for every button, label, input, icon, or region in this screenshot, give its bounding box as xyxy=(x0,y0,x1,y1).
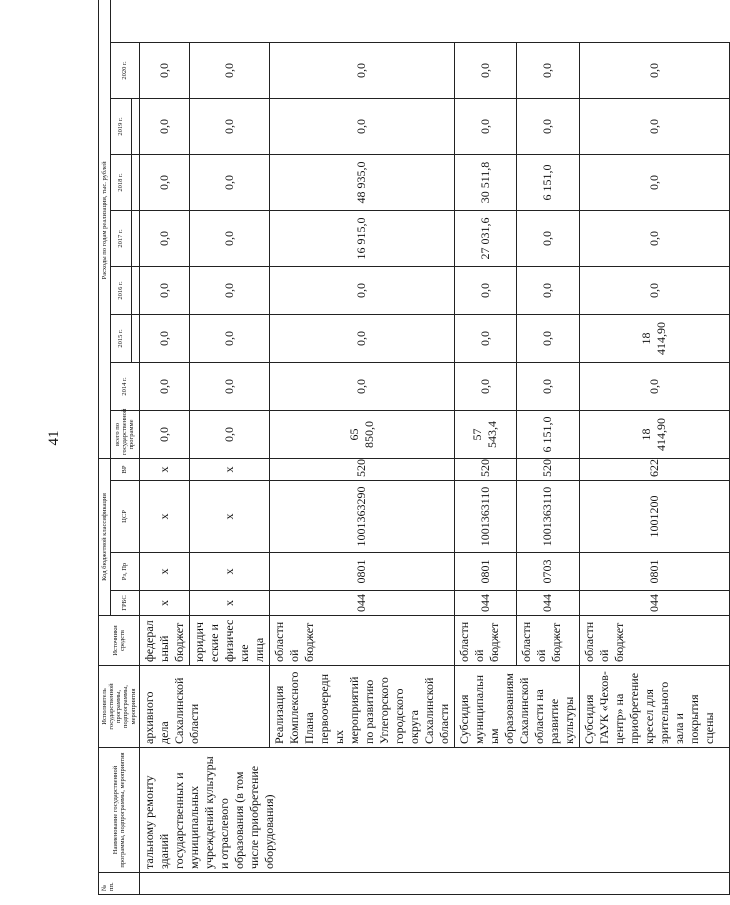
cell-value: 0,0 xyxy=(269,42,454,98)
cell-value: 0,0 xyxy=(269,266,454,314)
header-total: всего по государственной программе xyxy=(111,410,140,458)
cell-value: 30 511,8 xyxy=(454,154,517,210)
cell-value: 0,0 xyxy=(454,314,517,362)
cell-rzpr: x xyxy=(189,553,269,591)
cell-value: 0,0 xyxy=(139,42,189,98)
cell-rzpr: 0801 xyxy=(269,553,454,591)
header-year: 2019 г. xyxy=(111,98,132,154)
cell-value: 27 031,6 xyxy=(454,210,517,266)
cell-value: 0,0 xyxy=(579,154,729,210)
header-name: Наименование государственной программы, подпрограммы, мероприятия xyxy=(99,748,140,873)
cell-total: 65 850,0 xyxy=(269,410,454,458)
cell-executor: архивного дела Сахалинской области xyxy=(139,666,269,748)
cell-rzpr: 0703 xyxy=(517,553,580,591)
cell-grbs: 044 xyxy=(454,591,517,616)
cell-value: 0,0 xyxy=(139,154,189,210)
cell-total: 0,0 xyxy=(189,410,269,458)
cell-value: 18 414,90 xyxy=(579,314,729,362)
cell-value: 6 151,0 xyxy=(517,154,580,210)
cell-source: федеральный бюджет xyxy=(139,616,189,666)
cell-value: 0,0 xyxy=(517,314,580,362)
cell-vr: 622 xyxy=(579,458,729,480)
cell-grbs: x xyxy=(189,591,269,616)
header-year: 2020 г. xyxy=(111,42,140,98)
page-number: 41 xyxy=(46,430,62,446)
cell-value: 0,0 xyxy=(189,42,269,98)
cell-value: 0,0 xyxy=(579,210,729,266)
cell-value: 0,0 xyxy=(517,362,580,410)
cell-source: областной бюджет xyxy=(517,616,580,666)
header-grbs: ГРБС xyxy=(111,591,140,616)
cell-value: 0,0 xyxy=(139,362,189,410)
header-year: 2015 г. xyxy=(111,314,132,362)
cell-grbs: 044 xyxy=(517,591,580,616)
cell-value: 0,0 xyxy=(139,314,189,362)
cell-value: 0,0 xyxy=(579,42,729,98)
header-expenses: Расходы по годам реализации, тыс. рублей xyxy=(99,0,111,458)
cell-value: 0,0 xyxy=(189,314,269,362)
cell-value: 0,0 xyxy=(579,266,729,314)
cell-value: 0,0 xyxy=(454,42,517,98)
cell-source: юридические и физические лица xyxy=(189,616,269,666)
cell-value: 0,0 xyxy=(189,98,269,154)
cell-value: 0,0 xyxy=(269,98,454,154)
header-num: № пп. xyxy=(99,873,140,895)
cell-value: 0,0 xyxy=(579,98,729,154)
cell-value: 0,0 xyxy=(189,362,269,410)
cell-value: 0,0 xyxy=(454,362,517,410)
cell-rzpr: 0801 xyxy=(579,553,729,591)
cell-value: 0,0 xyxy=(139,266,189,314)
cell-vr: 520 xyxy=(454,458,517,480)
cell-executor: Субсидия ГАУК «Чехов-центр» на приобретение кресел для зрительного зала и покрытия сцены xyxy=(579,666,729,748)
cell-csr: 1001363110 xyxy=(454,481,517,553)
cell-value: 16 915,0 xyxy=(269,210,454,266)
cell-value: 0,0 xyxy=(189,266,269,314)
header-year: 2018 г. xyxy=(111,154,132,210)
cell-vr: 520 xyxy=(269,458,454,480)
rotated-page xyxy=(98,35,716,895)
cell-grbs: 044 xyxy=(269,591,454,616)
cell-total: 6 151,0 xyxy=(517,410,580,458)
cell-total: 18 414,90 xyxy=(579,410,729,458)
header-vr: ВР xyxy=(111,458,140,480)
cell-value: 0,0 xyxy=(189,210,269,266)
cell-value: 0,0 xyxy=(189,154,269,210)
cell-csr: 1001200 xyxy=(579,481,729,553)
cell-value: 0,0 xyxy=(269,314,454,362)
header-csr: ЦСР xyxy=(111,481,140,553)
cell-vr: x xyxy=(189,458,269,480)
header-executor: Исполнитель государственной программы, подпрограммы, мероприятия xyxy=(99,666,140,748)
cell-total: 57 543,4 xyxy=(454,410,517,458)
cell-source: областной бюджет xyxy=(269,616,454,666)
budget-table xyxy=(98,0,730,895)
cell-vr: 520 xyxy=(517,458,580,480)
cell-value: 0,0 xyxy=(454,266,517,314)
header-budget-code: Код бюджетной классификации xyxy=(99,458,111,615)
cell-value: 0,0 xyxy=(517,98,580,154)
table-row xyxy=(139,0,189,895)
header-rzpr: Рз, Пр xyxy=(111,553,140,591)
cell-grbs: 044 xyxy=(579,591,729,616)
cell-vr: x xyxy=(139,458,189,480)
cell-csr: x xyxy=(139,481,189,553)
cell-source: областной бюджет xyxy=(454,616,517,666)
cell-rzpr: 0801 xyxy=(454,553,517,591)
cell-value: 0,0 xyxy=(517,266,580,314)
cell-value: 0,0 xyxy=(579,362,729,410)
cell-value: 0,0 xyxy=(517,210,580,266)
cell-value: 0,0 xyxy=(269,362,454,410)
cell-value: 0,0 xyxy=(139,98,189,154)
cell-num xyxy=(139,873,729,895)
cell-source: областной бюджет xyxy=(579,616,729,666)
cell-value: 0,0 xyxy=(454,98,517,154)
header-year: 2017 г. xyxy=(111,210,132,266)
cell-grbs: x xyxy=(139,591,189,616)
cell-value: 0,0 xyxy=(517,42,580,98)
cell-name: тальному ремонту зданий государственных и муниципальных учреждений культуры и отраслевого образования (в том числе приобретение оборудования) xyxy=(139,748,729,873)
cell-value: 48 935,0 xyxy=(269,154,454,210)
header-year: 2016 г. xyxy=(111,266,132,314)
cell-value: 0,0 xyxy=(139,210,189,266)
cell-csr: x xyxy=(189,481,269,553)
cell-csr: 1001363110 xyxy=(517,481,580,553)
cell-csr: 1001363290 xyxy=(269,481,454,553)
header-source: Источники средств xyxy=(99,616,140,666)
cell-total: 0,0 xyxy=(139,410,189,458)
cell-executor: Реализация Комплексного Плана первоочередных мероприятий по развитию Углегорского городского округа Сахалинской области xyxy=(269,666,454,748)
cell-rzpr: x xyxy=(139,553,189,591)
header-year: 2014 г. xyxy=(111,362,140,410)
cell-executor: Субсидия муниципальным образованиям Сахалинской области на развитие культуры xyxy=(454,666,579,748)
